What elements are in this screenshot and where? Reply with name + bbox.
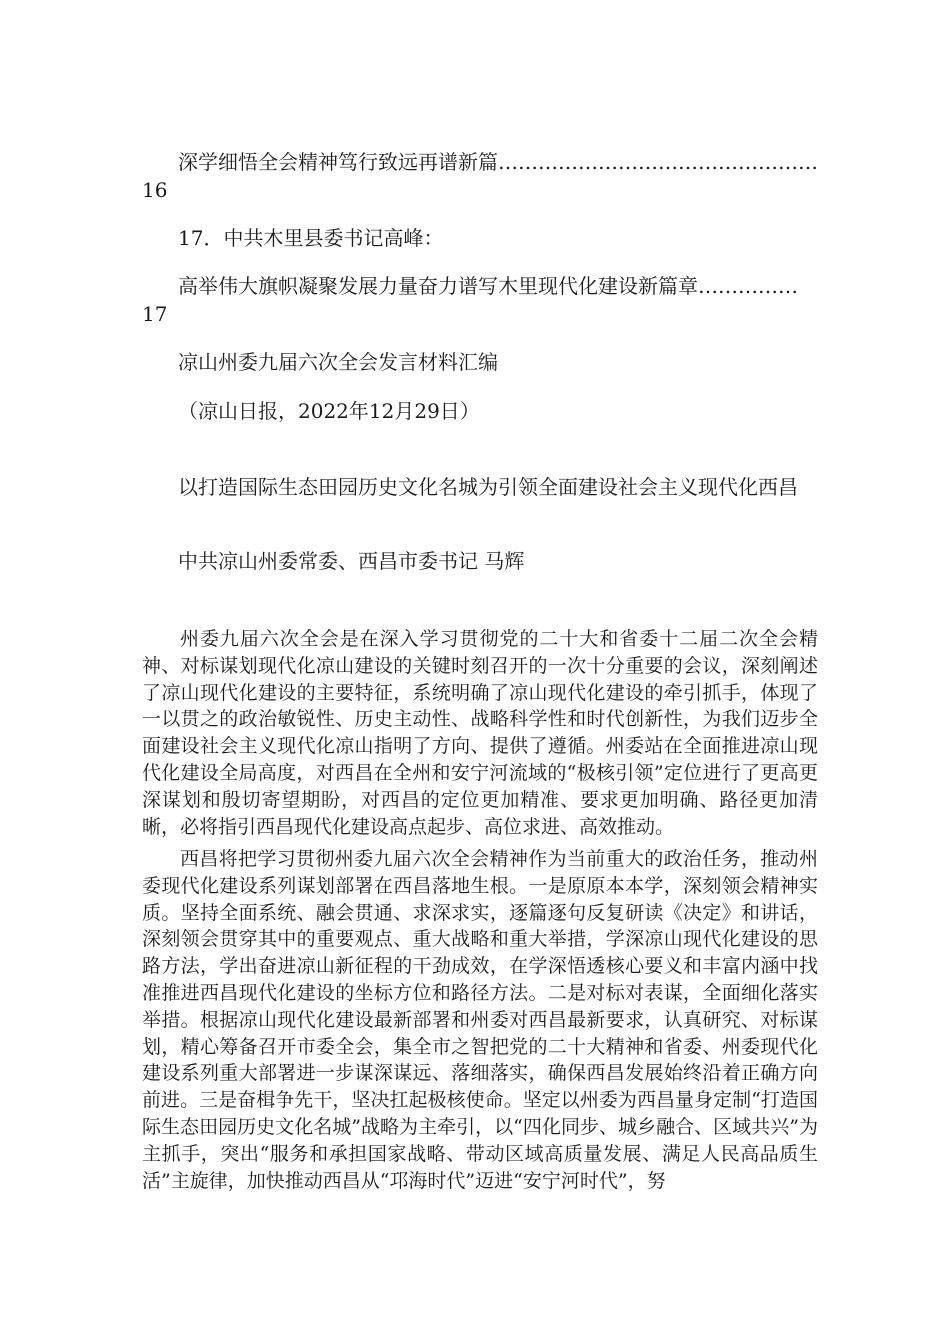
article-author: 中共凉山州委常委、西昌市委书记 马辉 <box>178 549 525 573</box>
article-paragraph-2: 西昌将把学习贯彻州委九届六次全会精神作为当前重大的政治任务，推动州委现代化建设系列谋划部署在西昌落地生根。一是原原本本学，深刻领会精神实质。坚持全面系统、融会贯通、求深求实，逐篇逐句反复研读《决定》和讲话，深刻领会贯穿其中的重要观点、重大战略和重大举措，学深凉山现代化建设的思路方法，学出奋进凉山新征程的干劲成效，在学深悟透核心要义和丰富内涵中找准推进西昌现代化建设的坐标方位和路径方法。二是对标对表谋，全面细化落实举措。根据凉山现代化建设最新部署和州委对西昌最新要求，认真研究、对标谋划，精心筹备召开市委全会，集全市之智把党的二十大精神和省委、州委现代化建设系列重大部署进一步谋深谋远、落细落实，确保西昌发展始终沿着正确方向前进。三是奋楫争先干，坚决扛起极核使命。坚定以州委为西昌量身定制“打造国际生态田园历史文化名城”战略为主牵引，以“四化同步、城乡融合、区域共兴”为主抓手，突出“服务和承担国家战略、带动区域高质量发展、满足人民高品质生活”主旋律，加快推动西昌从“邛海时代”迈进“安宁河时代”，努 <box>142 848 818 1192</box>
toc-entry-17-heading: 17．中共木里县委书记高峰： <box>178 226 444 250</box>
compilation-source: （凉山日报，2022年12月29日） <box>178 399 480 423</box>
compilation-title: 凉山州委九届六次全会发言材料汇编 <box>178 350 498 374</box>
article-paragraph-1: 州委九届六次全会是在深入学习贯彻党的二十大和省委十二届二次全会精神、对标谋划现代化凉山建设的关键时刻召开的一次十分重要的会议，深刻阐述了凉山现代化建设的主要特征，系统明确了凉山现代化建设的牵引抓手，体现了一以贯之的政治敏锐性、历史主动性、战略科学性和时代创新性，为我们迈步全面建设社会主义现代化凉山指明了方向、提供了遵循。州委站在全面推进凉山现代化建设全局高度，对西昌在全州和安宁河流域的“极核引领”定位进行了更高更深谋划和殷切寄望期盼，对西昌的定位更加精准、要求更加明确、路径更加清晰，必将指引西昌现代化建设高点起步、高位求进、高效推动。 <box>142 628 818 838</box>
toc-entry-17-title: 高举伟大旗帜凝聚发展力量奋力谱写木里现代化建设新篇章……………17 <box>142 274 798 326</box>
article-title: 以打造国际生态田园历史文化名城为引领全面建设社会主义现代化西昌 <box>178 475 798 499</box>
toc-entry-16-title: 深学细悟全会精神笃行致远再谱新篇…………………………………………16 <box>142 150 818 202</box>
